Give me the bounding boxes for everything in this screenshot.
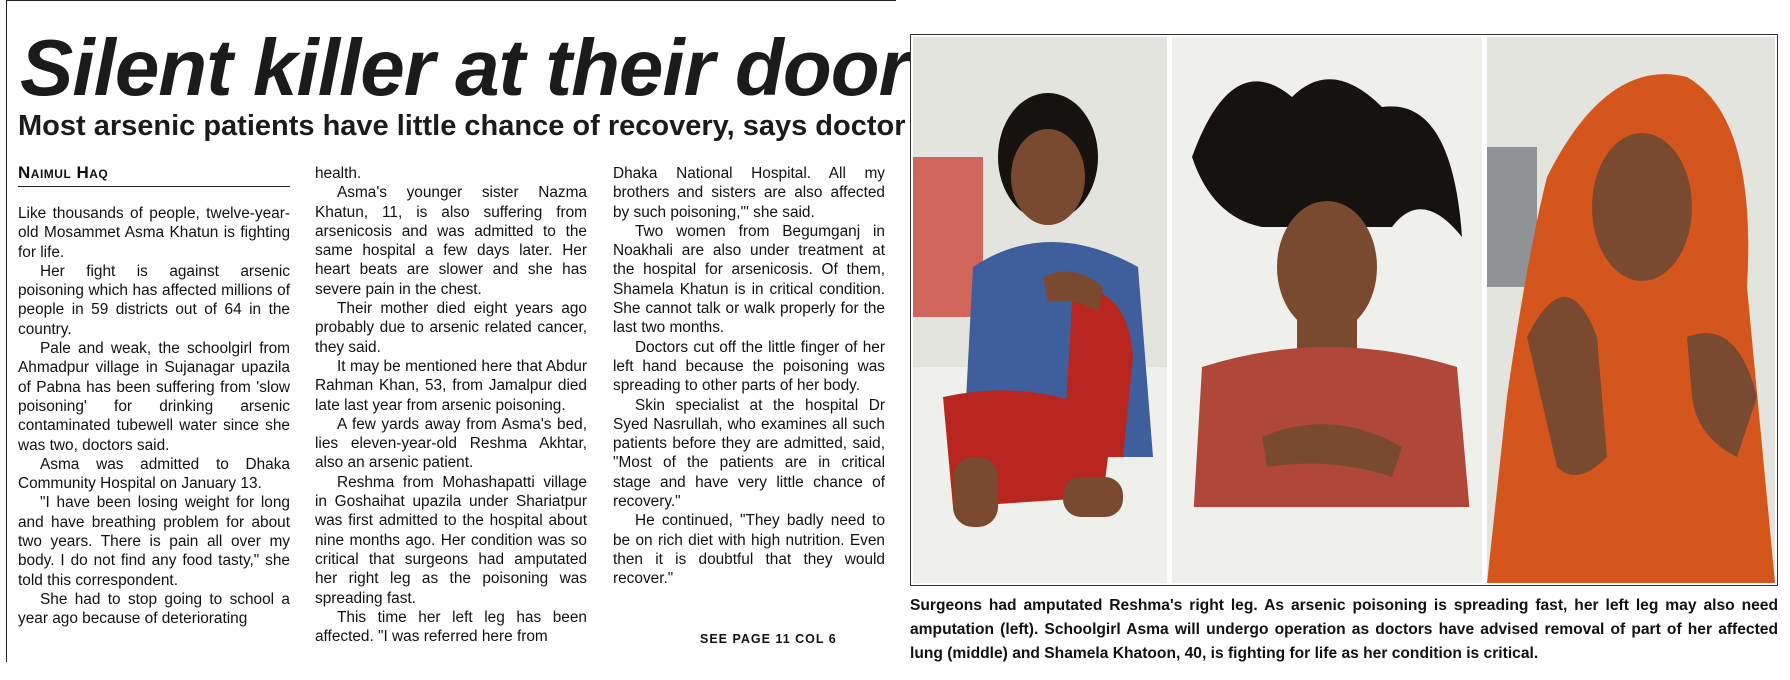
photo-reshma-illustration [913, 37, 1167, 583]
photo-shamela-illustration [1487, 37, 1775, 583]
frame-rule-left [6, 0, 7, 662]
article-column-3 [613, 164, 885, 589]
photo-face [1011, 129, 1085, 225]
paragraph: This time her left leg has been affected. "I was referred here from [315, 608, 587, 646]
photo-caption: Surgeons had amputated Reshma's right leg. As arsenic poisoning is spreading fast, her left leg may also need amputation (left). Schoolgirl Asma will undergo operation as doctors have advised removal of part of her affected lung (middle) and Shamela Khatoon, 40, is fighting for life as her condition is critical. [910, 597, 1778, 662]
photo-asma [1172, 37, 1482, 583]
photo-face [1277, 201, 1377, 333]
paragraph: Her fight is against arsenic poisoning which has affected millions of people in 59 districts out of 64 in the country. [18, 262, 290, 338]
paragraph: Reshma from Mohashapatti village in Goshaihat upazila under Shariatpur was first admitted to the hospital about nine months ago. Her condition was so critical that surgeons had amputated her right leg as the poisoning was spreading fast. [315, 473, 587, 607]
paragraph: It may be mentioned here that Abdur Rahman Khan, 53, from Jamalpur died late last year from arsenic poisoning. [315, 357, 587, 414]
paragraph: She had to stop going to school a year ago because of deteriorating [18, 590, 290, 628]
paragraph: Pale and weak, the schoolgirl from Ahmadpur village in Sujanagar upazila of Pabna has been suffering from 'slow poisoning' for drinking arsenic contaminated tubewell water since she was two, doctors said. [18, 340, 290, 454]
paragraph: Asma was admitted to Dhaka Community Hospital on January 13. [18, 455, 290, 493]
photo-leg [953, 457, 998, 527]
paragraph: A few yards away from Asma's bed, lies eleven-year-old Reshma Akhtar, also an arsenic patient. [315, 415, 587, 472]
paragraph: health. [315, 165, 362, 182]
byline: Naimul Haq [18, 163, 290, 187]
paragraph: Two women from Begumganj in Noakhali are also under treatment at the hospital for arsenicosis. Of them, Shamela Khatun is in critical condition. She cannot talk or walk properly for the last two months. [613, 222, 885, 337]
paragraph: Skin specialist at the hospital Dr Syed Nasrullah, who examines all such patients before they are admitted, said, "Most of the patients are in critical stage and have very little chance of recovery." [613, 396, 885, 511]
photo-reshma [913, 37, 1167, 583]
article-column-2 [315, 164, 587, 646]
photo-panel [910, 34, 1778, 586]
paragraph: He continued, "They badly need to be on rich diet with high nutrition. Even then it is doubtful that they would recover." [613, 512, 885, 588]
photo-shamela [1487, 37, 1775, 583]
photo-asma-illustration [1172, 37, 1482, 583]
paragraph: Dhaka National Hospital. All my brothers and sisters are also affected by such poisoning,'" she said. [613, 165, 885, 221]
subheadline: Most arsenic patients have little chance of recovery, says doctor [18, 110, 906, 142]
headline: Silent killer at their door [20, 23, 909, 112]
photo-blanket [1172, 507, 1482, 583]
frame-rule-top [6, 0, 896, 1]
paragraph: Asma's younger sister Nazma Khatun, 11, is also suffering from arsenicosis and was admitted to the same hospital a few days later. Her heart beats are slower and she has severe pain in the chest. [315, 184, 587, 298]
paragraph: Their mother died eight years ago probably due to arsenic related cancer, they said. [315, 300, 587, 356]
continuation-note: SEE PAGE 11 COL 6 [700, 632, 837, 646]
paragraph: Like thousands of people, twelve-year-old Mosammet Asma Khatun is fighting for life. [18, 205, 290, 261]
photo-face [1592, 133, 1692, 281]
photo-foot [1063, 477, 1123, 517]
article-column-1 [18, 204, 290, 629]
paragraph: Doctors cut off the little finger of her left hand because the poisoning was spreading to other parts of her body. [613, 338, 885, 395]
paragraph: "I have been losing weight for long and have breathing problem for about two years. There is pain all over my body. I do not find any food tasty," she told this correspondent. [18, 494, 290, 589]
